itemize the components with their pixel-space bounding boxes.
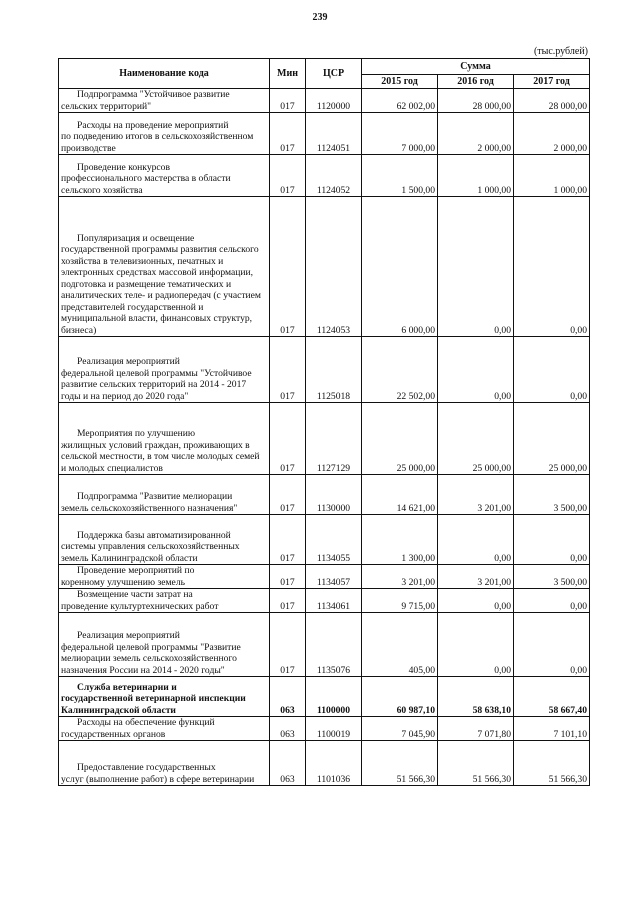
row-csr: 1135076 <box>306 613 362 677</box>
row-min: 017 <box>270 197 306 337</box>
row-value-2017: 58 667,40 <box>514 677 590 717</box>
table-row <box>59 677 590 717</box>
row-name-rest: государственных органов <box>61 728 166 740</box>
row-name-first-line: Проведение конкурсов <box>77 161 170 173</box>
row-name-first-line: Служба ветеринарии и <box>77 681 177 693</box>
row-name-rest: жилищных условий граждан, проживающих в сельской местности, в том числе молодых семей и молодых специалистов <box>61 439 260 474</box>
row-csr: 1100019 <box>306 717 362 741</box>
row-value-2016: 58 638,10 <box>438 677 514 717</box>
row-value-2015: 1 500,00 <box>362 155 438 197</box>
row-value-2016: 28 000,00 <box>438 89 514 113</box>
row-name-first-line: Подпрограмма "Устойчивое развитие <box>77 89 230 100</box>
row-value-2017: 25 000,00 <box>514 403 590 475</box>
row-csr: 1124052 <box>306 155 362 197</box>
header-sum: Сумма <box>362 59 590 75</box>
row-value-2017: 0,00 <box>514 589 590 613</box>
row-name-rest: федеральной целевой программы "Устойчивое развитие сельских территорий на 2014 - 2017 годы и на период до 2020 года" <box>61 367 252 402</box>
row-name-rest: федеральной целевой программы "Развитие мелиорации земель сельскохозяйственного назначения России на 2014 - 2020 годы" <box>61 641 241 676</box>
row-value-2015: 7 000,00 <box>362 113 438 155</box>
row-csr: 1130000 <box>306 475 362 515</box>
row-name-first-line: Расходы на обеспечение функций <box>77 717 215 728</box>
row-csr: 1101036 <box>306 741 362 786</box>
row-value-2015: 22 502,00 <box>362 337 438 403</box>
table-row <box>59 475 590 515</box>
row-name-rest: государственной ветеринарной инспекции Калининградской области <box>61 693 246 716</box>
row-name <box>59 565 270 589</box>
row-min: 017 <box>270 403 306 475</box>
row-name <box>59 403 270 475</box>
row-name <box>59 717 270 741</box>
table-row <box>59 589 590 613</box>
row-value-2015: 25 000,00 <box>362 403 438 475</box>
row-value-2017: 28 000,00 <box>514 89 590 113</box>
row-name-rest: земель сельскохозяйственного назначения" <box>61 502 238 514</box>
table-row <box>59 337 590 403</box>
table-row <box>59 565 590 589</box>
row-name-rest: коренному улучшению земель <box>61 576 185 588</box>
row-value-2016: 0,00 <box>438 613 514 677</box>
row-value-2015: 6 000,00 <box>362 197 438 337</box>
row-value-2016: 3 201,00 <box>438 475 514 515</box>
row-value-2017: 1 000,00 <box>514 155 590 197</box>
row-min: 017 <box>270 337 306 403</box>
row-csr: 1127129 <box>306 403 362 475</box>
row-name <box>59 613 270 677</box>
row-value-2017: 3 500,00 <box>514 565 590 589</box>
table-row <box>59 717 590 741</box>
row-value-2015: 405,00 <box>362 613 438 677</box>
row-value-2016: 0,00 <box>438 589 514 613</box>
row-name-first-line: Подпрограмма "Развитие мелиорации <box>77 491 233 502</box>
row-name-rest: сельских территорий" <box>61 100 152 112</box>
table-row <box>59 155 590 197</box>
budget-table <box>58 58 590 786</box>
table-row <box>59 613 590 677</box>
row-name-rest: системы управления сельскохозяйственных земель Калининградской области <box>61 541 240 564</box>
row-value-2016: 3 201,00 <box>438 565 514 589</box>
row-value-2015: 14 621,00 <box>362 475 438 515</box>
row-name <box>59 197 270 337</box>
table-row <box>59 197 590 337</box>
row-value-2017: 0,00 <box>514 613 590 677</box>
row-name-rest: профессионального мастерства в области сельского хозяйства <box>61 173 231 196</box>
row-value-2017: 7 101,10 <box>514 717 590 741</box>
row-value-2017: 3 500,00 <box>514 475 590 515</box>
row-value-2017: 2 000,00 <box>514 113 590 155</box>
row-csr: 1124051 <box>306 113 362 155</box>
row-value-2016: 2 000,00 <box>438 113 514 155</box>
row-value-2017: 51 566,30 <box>514 741 590 786</box>
row-name-first-line: Расходы на проведение мероприятий <box>77 119 229 131</box>
row-name <box>59 741 270 786</box>
row-value-2015: 51 566,30 <box>362 741 438 786</box>
header-2016: 2016 год <box>438 75 514 89</box>
header-2017: 2017 год <box>514 75 590 89</box>
row-name <box>59 589 270 613</box>
row-name <box>59 89 270 113</box>
row-csr: 1100000 <box>306 677 362 717</box>
row-min: 017 <box>270 515 306 565</box>
row-value-2017: 0,00 <box>514 197 590 337</box>
row-value-2015: 1 300,00 <box>362 515 438 565</box>
header-min: Мин <box>270 59 306 89</box>
row-min: 017 <box>270 113 306 155</box>
row-name-first-line: Поддержка базы автоматизированной <box>77 529 231 541</box>
table-row <box>59 741 590 786</box>
row-value-2017: 0,00 <box>514 337 590 403</box>
table-row <box>59 89 590 113</box>
page-number: 239 <box>312 12 328 23</box>
header-2015: 2015 год <box>362 75 438 89</box>
row-name <box>59 155 270 197</box>
row-csr: 1134057 <box>306 565 362 589</box>
row-name-first-line: Реализация мероприятий <box>77 630 180 641</box>
row-value-2017: 0,00 <box>514 515 590 565</box>
row-name <box>59 337 270 403</box>
row-name-rest: государственной программы развития сельского хозяйства в телевизионных, печатных и электронных средствах массовой информации, подготовка и размещение тематических и аналитических теле- и радиопередач (с участием представителей государственной и муниципальной власти, финансовых структур, бизнеса) <box>61 244 261 336</box>
row-name-first-line: Мероприятия по улучшению <box>77 428 196 439</box>
row-name <box>59 475 270 515</box>
row-min: 063 <box>270 677 306 717</box>
row-value-2016: 1 000,00 <box>438 155 514 197</box>
row-value-2016: 7 071,80 <box>438 717 514 741</box>
header-name: Наименование кода <box>59 59 270 89</box>
row-csr: 1134061 <box>306 589 362 613</box>
row-min: 017 <box>270 155 306 197</box>
row-min: 063 <box>270 717 306 741</box>
table-row <box>59 403 590 475</box>
row-name-first-line: Реализация мероприятий <box>77 356 180 367</box>
row-value-2016: 25 000,00 <box>438 403 514 475</box>
row-csr: 1124053 <box>306 197 362 337</box>
row-name-rest: проведение культуртехнических работ <box>61 600 219 612</box>
row-value-2016: 0,00 <box>438 337 514 403</box>
row-csr: 1125018 <box>306 337 362 403</box>
header-csr: ЦСР <box>306 59 362 89</box>
table-row <box>59 515 590 565</box>
row-value-2016: 0,00 <box>438 197 514 337</box>
row-name-rest: по подведению итогов в сельскохозяйственном производстве <box>61 131 254 154</box>
row-value-2015: 60 987,10 <box>362 677 438 717</box>
row-csr: 1120000 <box>306 89 362 113</box>
row-name <box>59 677 270 717</box>
row-csr: 1134055 <box>306 515 362 565</box>
row-min: 017 <box>270 565 306 589</box>
row-name <box>59 113 270 155</box>
row-value-2015: 7 045,90 <box>362 717 438 741</box>
row-min: 017 <box>270 89 306 113</box>
row-min: 017 <box>270 475 306 515</box>
row-name <box>59 515 270 565</box>
row-name-first-line: Популяризация и освещение <box>77 232 195 244</box>
row-name-rest: услуг (выполнение работ) в сфере ветеринарии <box>61 773 255 785</box>
table-row <box>59 113 590 155</box>
row-value-2015: 9 715,00 <box>362 589 438 613</box>
row-min: 063 <box>270 741 306 786</box>
row-value-2016: 0,00 <box>438 515 514 565</box>
row-value-2016: 51 566,30 <box>438 741 514 786</box>
units-label: (тыс.рублей) <box>533 46 588 57</box>
row-name-first-line: Возмещение части затрат на <box>77 589 193 600</box>
row-min: 017 <box>270 613 306 677</box>
row-min: 017 <box>270 589 306 613</box>
row-value-2015: 3 201,00 <box>362 565 438 589</box>
row-name-first-line: Предоставление государственных <box>77 762 216 773</box>
row-name-first-line: Проведение мероприятий по <box>77 565 195 576</box>
row-value-2015: 62 002,00 <box>362 89 438 113</box>
